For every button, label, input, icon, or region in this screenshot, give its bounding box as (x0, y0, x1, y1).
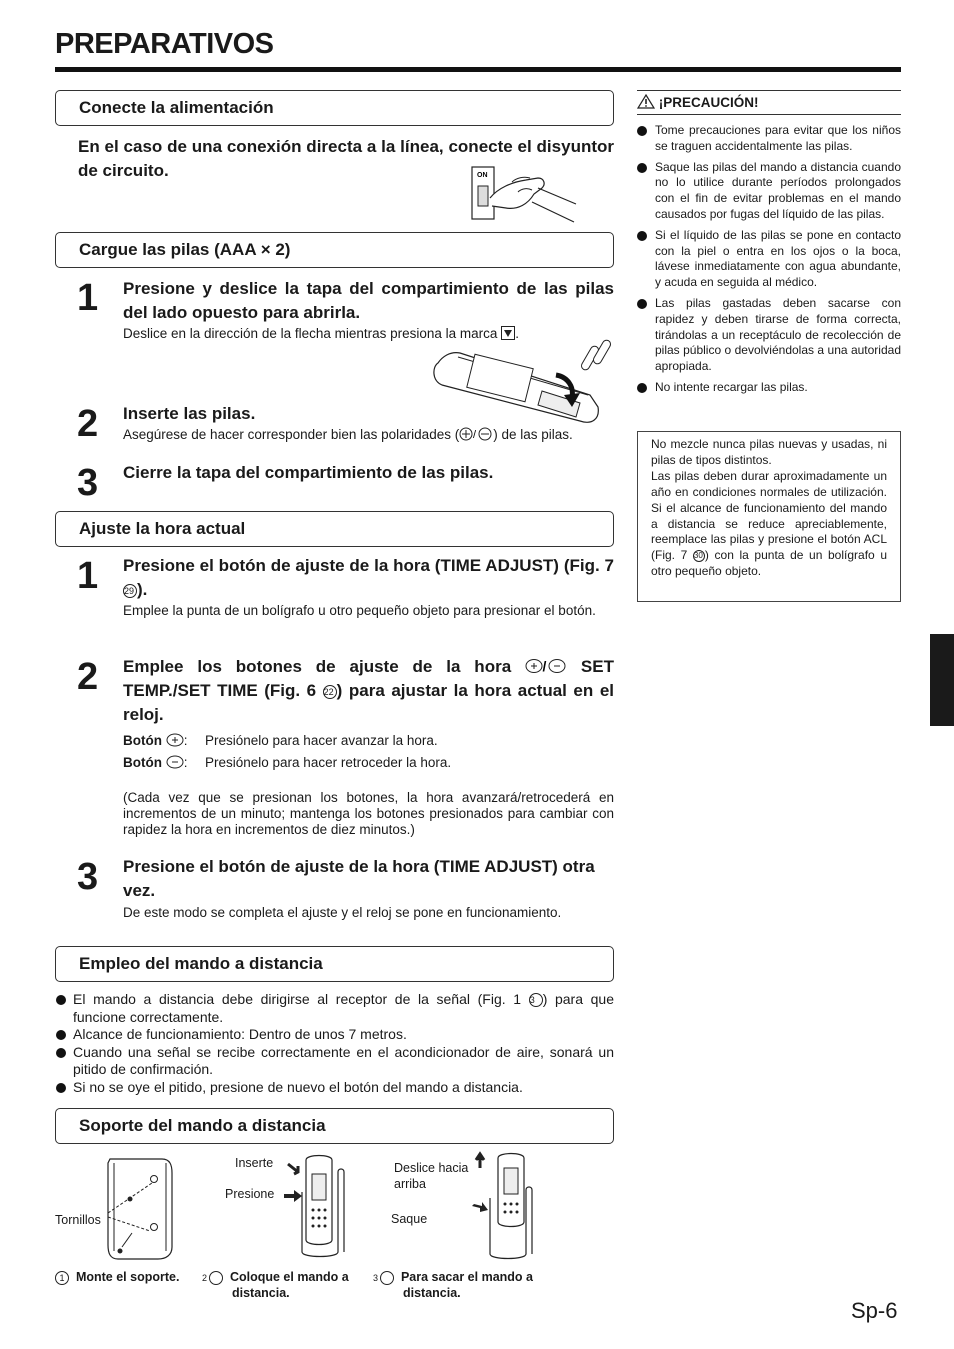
breaker-switch-illustration (468, 164, 580, 226)
power-instruction: En el caso de una conexión directa a la línea, conecte el disyuntor de circuito. (78, 137, 614, 180)
bullet-icon (56, 995, 66, 1005)
bullet-icon (637, 163, 647, 173)
time-step3-detail: De este modo se completa el ajuste y el reloj se pone en funcionamiento. (123, 905, 562, 920)
caption-number-badge: 2 (209, 1271, 223, 1285)
list-item: Las pilas gastadas deben sacarse con rapidez y deben tirarse de forma correcta, tirándolas a un receptáculo de recolección de pilas público o devolviéndolas a una autoridad apropiada. (637, 296, 901, 375)
plus-button-icon (166, 733, 184, 747)
caption-number-badge: 3 (380, 1271, 394, 1285)
bullet-icon (637, 231, 647, 241)
plus-button-text: Presiónelo para hacer avanzar la hora. (205, 733, 438, 748)
bullet-icon (56, 1083, 66, 1093)
polarity-icon (459, 427, 493, 441)
holder-mount-illustration (100, 1155, 180, 1267)
list-item: Alcance de funcionamiento: Dentro de unos 7 metros. (55, 1026, 614, 1044)
time-step3-title: Presione el botón de ajuste de la hora (TIME ADJUST) otra vez. (123, 857, 595, 900)
holder-insert-illustration (280, 1152, 360, 1260)
bullet-icon (637, 383, 647, 393)
page-number: Sp-6 (851, 1298, 898, 1323)
plus-minus-button-icon (525, 658, 567, 674)
step-number: 2 (77, 656, 99, 698)
list-item: Cuando una señal se recibe correctamente en el acondicionador de aire, sonará un pitido de confirmación. (55, 1044, 614, 1079)
step-number: 1 (77, 277, 99, 319)
caution-rule-top (637, 90, 901, 91)
time-step1-title: Presione el botón de ajuste de la hora (TIME ADJUST) (Fig. 7 29 ). (123, 556, 614, 599)
page-title: PREPARATIVOS (55, 28, 274, 60)
section-remote-use-header (55, 946, 614, 982)
time-step1-detail: Emplee la punta de un bolígrafo u otro pequeño objeto para presionar el botón. (123, 603, 596, 618)
section-batteries-title: Cargue las pilas (AAA × 2) (79, 240, 291, 259)
list-item: Saque las pilas del mando a distancia cuando no lo utilice durante períodos prolongados con el fin de evitar problemas en el mando causados por fugas del líquido de las pilas. (637, 160, 901, 223)
time-step2-title: Emplee los botones de ajuste de la hora / SET TEMP./SET TIME (Fig. 6 22 ) para ajustar la hora actual en el reloj. (123, 657, 614, 724)
bullet-icon (56, 1048, 66, 1058)
holder-remove-illustration (470, 1150, 540, 1262)
step-number: 2 (77, 403, 99, 445)
fig-ref-badge: 29 (123, 584, 137, 598)
chapter-side-tab (930, 634, 954, 726)
section-holder-title: Soporte del mando a distancia (79, 1116, 326, 1135)
section-batteries-header (55, 232, 614, 268)
battery-step3-title: Cierre la tapa del compartimiento de las pilas. (123, 463, 494, 482)
fig-ref-badge: 22 (323, 685, 337, 699)
step-number: 1 (77, 555, 99, 597)
remote-battery-illustration (430, 333, 616, 429)
switch-on-label: ON (477, 172, 488, 179)
fig-ref-badge: 30 (693, 550, 705, 562)
list-item: Si el líquido de las pilas se pone en contacto con la piel o entra en los ojos o la boca, lávese inmediatamente con agua abundante, y acuda en seguida al médico. (637, 228, 901, 291)
caution-rule-bottom (637, 114, 901, 115)
caution-title-text: ¡PRECAUCIÓN! (658, 95, 759, 110)
minus-button-text: Presiónelo para hacer retroceder la hora. (205, 755, 452, 770)
battery-step1-detail: Deslice en la dirección de la flecha mientras presiona la marca . (123, 326, 519, 341)
battery-step1-title: Presione y deslice la tapa del compartimiento de las pilas del lado opuesto para abrirla. (123, 279, 614, 322)
label-insert: Inserte (235, 1156, 274, 1170)
list-item: No intente recargar las pilas. (637, 380, 901, 396)
svg-text:/: / (542, 658, 547, 674)
step-number: 3 (77, 462, 99, 504)
time-step2-note: (Cada vez que se presionan los botones, la hora avanzará/retrocederá en incrementos de un minuto; mantenga los botones presionados para cambiar con rapidez la hora en incrementos de diez minutos.) (123, 790, 614, 837)
note-paragraph-1: No mezcle nunca pilas nuevas y usadas, ni pilas de tipos distintos. (651, 437, 887, 467)
list-item: El mando a distancia debe dirigirse al receptor de la señal (Fig. 1 3 ) para que funcione correctamente. (55, 991, 614, 1026)
section-time-title: Ajuste la hora actual (79, 519, 246, 538)
label-screws: Tornillos (55, 1213, 101, 1227)
minus-button-icon (166, 755, 184, 769)
list-item: Si no se oye el pitido, presione de nuevo el botón del mando a distancia. (55, 1079, 614, 1097)
section-remote-use-title: Empleo del mando a distancia (79, 954, 323, 973)
svg-text:/: / (473, 429, 477, 441)
battery-note-box (637, 431, 901, 602)
title-rule (55, 67, 901, 72)
holder-caption-2: 2 Coloque el mando a distancia. (201, 1270, 349, 1300)
step-number: 3 (77, 856, 99, 898)
section-power-title: Conecte la alimentación (79, 98, 274, 117)
battery-step1-detail-text: Deslice en la dirección de la flecha mientras presiona la marca (123, 326, 498, 341)
caption-number-badge: 1 (55, 1271, 69, 1285)
caution-list (637, 123, 901, 401)
section-power-header (55, 90, 614, 126)
label-remove: Saque (391, 1212, 428, 1226)
battery-step2-detail: Asegúrese de hacer corresponder bien las polaridades ( / ) de las pilas. (123, 427, 573, 442)
battery-step2-title: Inserte las pilas. (123, 404, 256, 423)
bullet-icon (637, 299, 647, 309)
holder-caption-1: 1 Monte el soporte. (55, 1269, 200, 1285)
bullet-icon (56, 1030, 66, 1040)
label-press: Presione (225, 1187, 275, 1201)
holder-caption-3: 3 Para sacar el mando a distancia. (372, 1270, 533, 1300)
bullet-icon (637, 126, 647, 136)
label-slide-up: Deslice hacia arriba (394, 1161, 469, 1191)
caution-title (637, 94, 759, 110)
minus-button-explanation: Botón : (123, 755, 188, 770)
fig-ref-badge: 3 (529, 993, 543, 1007)
remote-use-list (55, 991, 614, 1096)
section-time-header (55, 511, 614, 547)
note-paragraph-2: Las pilas deben durar aproximadamente un año en condiciones normales de utilización. Si el alcance de funcionamiento del mando a distancia se reduce apreciablemente, reemplace las pilas y presione el botón ACL (Fig. 7 30 ) con la punta de un bolígrafo u otro pequeño objeto. (651, 468, 887, 579)
warning-triangle-icon (637, 94, 655, 109)
plus-button-explanation: Botón : (123, 733, 188, 748)
battery-step2-detail-text: Asegúrese de hacer corresponder bien las polaridades ( (123, 427, 460, 442)
list-item: Tome precauciones para evitar que los niños se traguen accidentalmente las pilas. (637, 123, 901, 155)
section-holder-header (55, 1108, 614, 1144)
